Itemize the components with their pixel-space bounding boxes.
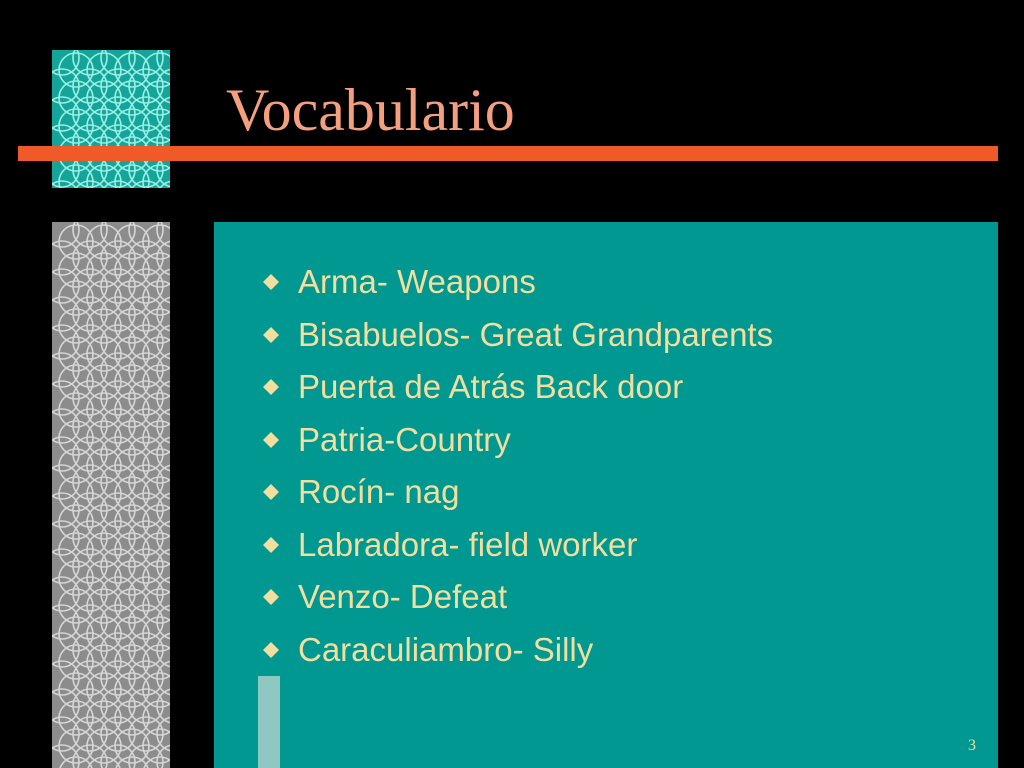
pattern-circle: [87, 81, 121, 115]
pattern-circle: [59, 505, 93, 539]
vocab-entry: Labradora- field worker: [298, 525, 638, 563]
pattern-circle: [129, 325, 163, 359]
pattern-circle: [59, 109, 93, 143]
pattern-circle: [129, 661, 163, 695]
pattern-circle: [129, 381, 163, 415]
pattern-circle: [101, 69, 135, 103]
pattern-circle: [87, 645, 121, 679]
pattern-circle: [115, 309, 149, 343]
pattern-circle: [129, 521, 163, 555]
pattern-circle: [129, 269, 163, 303]
pattern-circle: [115, 477, 149, 511]
pattern-circle: [87, 253, 121, 287]
pattern-circle: [129, 97, 163, 131]
pattern-circle: [101, 409, 135, 443]
pattern-circle: [115, 729, 149, 763]
vocab-entry: Venzo- Defeat: [298, 578, 508, 616]
pattern-circle: [129, 297, 163, 331]
pattern-circle: [59, 53, 93, 87]
pattern-circle: [59, 393, 93, 427]
pattern-circle: [73, 465, 107, 499]
pattern-circle: [115, 505, 149, 539]
vocab-entry: Bisabuelos- Great Grandparents: [298, 315, 774, 353]
pattern-circle: [59, 589, 93, 623]
pattern-circle: [87, 309, 121, 343]
pattern-circle: [59, 701, 93, 735]
pattern-circle: [73, 437, 107, 471]
pattern-circle: [101, 493, 135, 527]
pattern-circle: [101, 465, 135, 499]
pattern-circle: [115, 701, 149, 735]
pattern-circle: [101, 241, 135, 275]
list-item: [258, 519, 773, 572]
pattern-circle: [115, 421, 149, 455]
pattern-circle: [59, 477, 93, 511]
pattern-circle: [73, 633, 107, 667]
pattern-circle: [115, 109, 149, 143]
pattern-circle: [101, 269, 135, 303]
pattern-circle: [73, 69, 107, 103]
pattern-circle: [101, 689, 135, 723]
pattern-circle: [129, 689, 163, 723]
pattern-circle: [129, 69, 163, 103]
pattern-circle: [129, 493, 163, 527]
pattern-circle: [129, 437, 163, 471]
vocab-entry: Caraculiambro- Silly: [298, 630, 594, 668]
pattern-circle: [129, 465, 163, 499]
diamond-icon: [262, 326, 280, 344]
pattern-circle: [59, 309, 93, 343]
pattern-circle: [73, 493, 107, 527]
pattern-circle: [87, 337, 121, 371]
pattern-circle: [73, 241, 107, 275]
accent-strip: [258, 676, 280, 768]
pattern-circle: [73, 577, 107, 611]
vocab-entry: Rocín- nag: [298, 473, 460, 511]
diamond-icon: [262, 483, 280, 501]
pattern-circle: [87, 477, 121, 511]
list-item: [258, 571, 773, 624]
pattern-circle: [59, 421, 93, 455]
pattern-circle: [73, 689, 107, 723]
pattern-circle: [59, 729, 93, 763]
pattern-circle: [115, 365, 149, 399]
pattern-circle: [59, 561, 93, 595]
pattern-circle: [115, 561, 149, 595]
pattern-circle: [87, 589, 121, 623]
pattern-circle: [115, 253, 149, 287]
pattern-circle: [115, 645, 149, 679]
pattern-circle: [73, 97, 107, 131]
list-item: [258, 624, 773, 677]
pattern-circle: [59, 645, 93, 679]
pattern-circle: [115, 337, 149, 371]
pattern-circle: [87, 617, 121, 651]
pattern-circle: [73, 269, 107, 303]
pattern-circle: [101, 577, 135, 611]
pattern-circle: [129, 549, 163, 583]
pattern-circle: [101, 549, 135, 583]
pattern-circle: [101, 325, 135, 359]
pattern-circle: [115, 589, 149, 623]
pattern-circle: [73, 381, 107, 415]
pattern-circle: [115, 53, 149, 87]
list-item: [258, 361, 773, 414]
pattern-circle: [101, 661, 135, 695]
pattern-circle: [87, 533, 121, 567]
slide-title: Vocabulario: [226, 77, 515, 143]
pattern-circle: [115, 393, 149, 427]
pattern-circle: [115, 281, 149, 315]
pattern-circle: [87, 365, 121, 399]
pattern-circle: [87, 281, 121, 315]
pattern-circle: [115, 225, 149, 259]
pattern-circle: [115, 673, 149, 707]
pattern-circle: [87, 449, 121, 483]
pattern-circle: [115, 617, 149, 651]
pattern-circle: [101, 521, 135, 555]
pattern-circle: [129, 633, 163, 667]
pattern-circle: [101, 381, 135, 415]
pattern-circle: [101, 717, 135, 751]
pattern-circle: [87, 673, 121, 707]
vocabulary-list: [258, 256, 773, 676]
pattern-circle: [101, 605, 135, 639]
list-item: [258, 466, 773, 519]
pattern-circle: [59, 281, 93, 315]
pattern-circle: [59, 365, 93, 399]
pattern-circle: [59, 673, 93, 707]
diamond-icon: [262, 536, 280, 554]
pattern-circle: [101, 353, 135, 387]
pattern-circle: [73, 297, 107, 331]
pattern-circle: [59, 225, 93, 259]
list-item: [258, 309, 773, 362]
decorative-circles-gray: [52, 222, 170, 768]
pattern-circle: [87, 561, 121, 595]
pattern-circle: [129, 577, 163, 611]
pattern-circle: [129, 353, 163, 387]
vocab-entry: Puerta de Atrás Back door: [298, 368, 684, 406]
pattern-circle: [87, 505, 121, 539]
pattern-circle: [73, 353, 107, 387]
pattern-circle: [59, 533, 93, 567]
pattern-circle: [101, 633, 135, 667]
pattern-circle: [87, 701, 121, 735]
pattern-circle: [101, 437, 135, 471]
pattern-circle: [73, 325, 107, 359]
pattern-circle: [115, 533, 149, 567]
vocab-entry: Arma- Weapons: [298, 263, 536, 301]
pattern-circle: [115, 81, 149, 115]
diamond-icon: [262, 431, 280, 449]
diamond-icon: [262, 273, 280, 291]
pattern-circle: [59, 81, 93, 115]
pattern-circle: [129, 409, 163, 443]
pattern-circle: [59, 253, 93, 287]
pattern-circle: [101, 97, 135, 131]
pattern-circle: [87, 109, 121, 143]
pattern-circle: [73, 409, 107, 443]
pattern-circle: [87, 393, 121, 427]
pattern-circle: [73, 549, 107, 583]
diamond-icon: [262, 641, 280, 659]
pattern-circle: [129, 241, 163, 275]
pattern-circle: [129, 717, 163, 751]
decorative-circles-teal: [52, 50, 170, 188]
pattern-circle: [73, 661, 107, 695]
pattern-circle: [101, 297, 135, 331]
list-item: [258, 414, 773, 467]
pattern-circle: [87, 225, 121, 259]
list-item: [258, 256, 773, 309]
slide-number: 3: [968, 737, 976, 754]
pattern-circle: [129, 605, 163, 639]
pattern-circle: [115, 449, 149, 483]
pattern-circle: [87, 729, 121, 763]
pattern-circle: [87, 421, 121, 455]
pattern-circle: [73, 605, 107, 639]
pattern-circle: [59, 617, 93, 651]
vocab-entry: Patria-Country: [298, 420, 511, 458]
diamond-icon: [262, 588, 280, 606]
pattern-circle: [59, 337, 93, 371]
pattern-circle: [87, 53, 121, 87]
diamond-icon: [262, 378, 280, 396]
title-underline-bar: [18, 146, 998, 161]
pattern-circle: [73, 521, 107, 555]
pattern-circle: [59, 449, 93, 483]
pattern-circle: [73, 717, 107, 751]
